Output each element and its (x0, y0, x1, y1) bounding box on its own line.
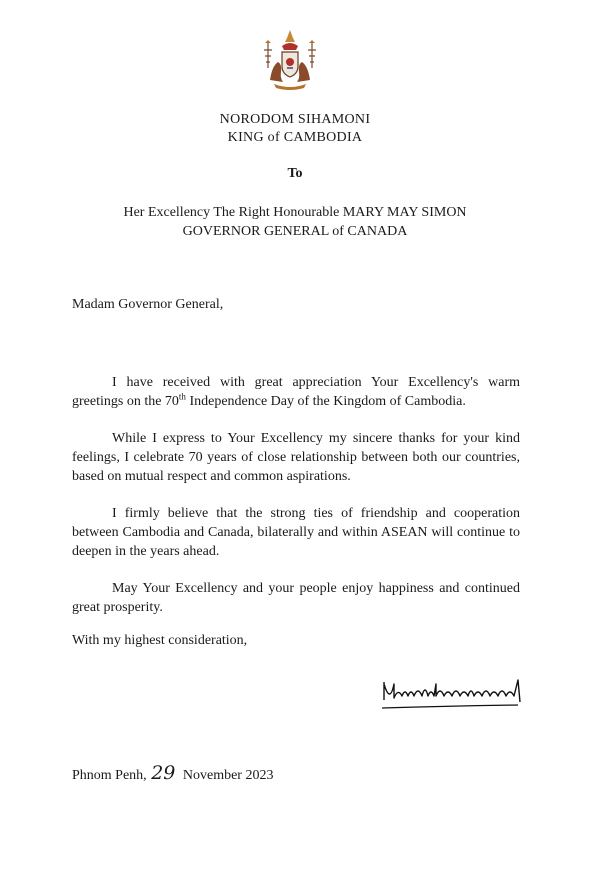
sender-title: KING of CAMBODIA (227, 130, 363, 145)
date-month-year: November 2023 (182, 768, 274, 783)
body-paragraph-3 (72, 504, 520, 561)
body-paragraph-4 (72, 579, 520, 617)
date-day: 29 (151, 762, 176, 784)
paragraph-1-text-a: I have received with great appreciation Your Excellency's warm greetings on the 70 (72, 375, 520, 409)
paragraph-2-text: While I express to Your Excellency my sincere thanks for your kind feelings, I celebrate 70 years of close relationship between both our countries, based on mutual respect and common aspirations. (72, 431, 520, 484)
recipient-name: Her Excellency The Right Honourable MARY MAY SIMON (123, 205, 467, 220)
paragraph-1-text-b: Independence Day of the Kingdom of Cambodia. (185, 394, 466, 409)
salutation: Madam Governor General, (72, 297, 224, 312)
royal-coat-of-arms-icon (258, 28, 322, 92)
sender-name: NORODOM SIHAMONI (219, 112, 371, 127)
paragraph-3-text: I firmly believe that the strong ties of friendship and cooperation between Cambodia and Canada, bilaterally and within ASEAN will continue to deepen in the years ahead. (72, 506, 520, 559)
handwritten-signature-icon (378, 674, 528, 720)
paragraph-4-text: May Your Excellency and your people enjoy happiness and continued great prosperity. (72, 581, 520, 615)
closing-line: With my highest consideration, (72, 633, 248, 648)
dateline (72, 762, 273, 784)
to-label: To (287, 166, 303, 181)
ordinal-suffix: th (178, 391, 186, 402)
body-paragraph-1 (72, 373, 520, 411)
recipient-title: GOVERNOR GENERAL of CANADA (182, 224, 408, 239)
body-paragraph-2 (72, 429, 520, 486)
date-place: Phnom Penh, (72, 768, 147, 783)
